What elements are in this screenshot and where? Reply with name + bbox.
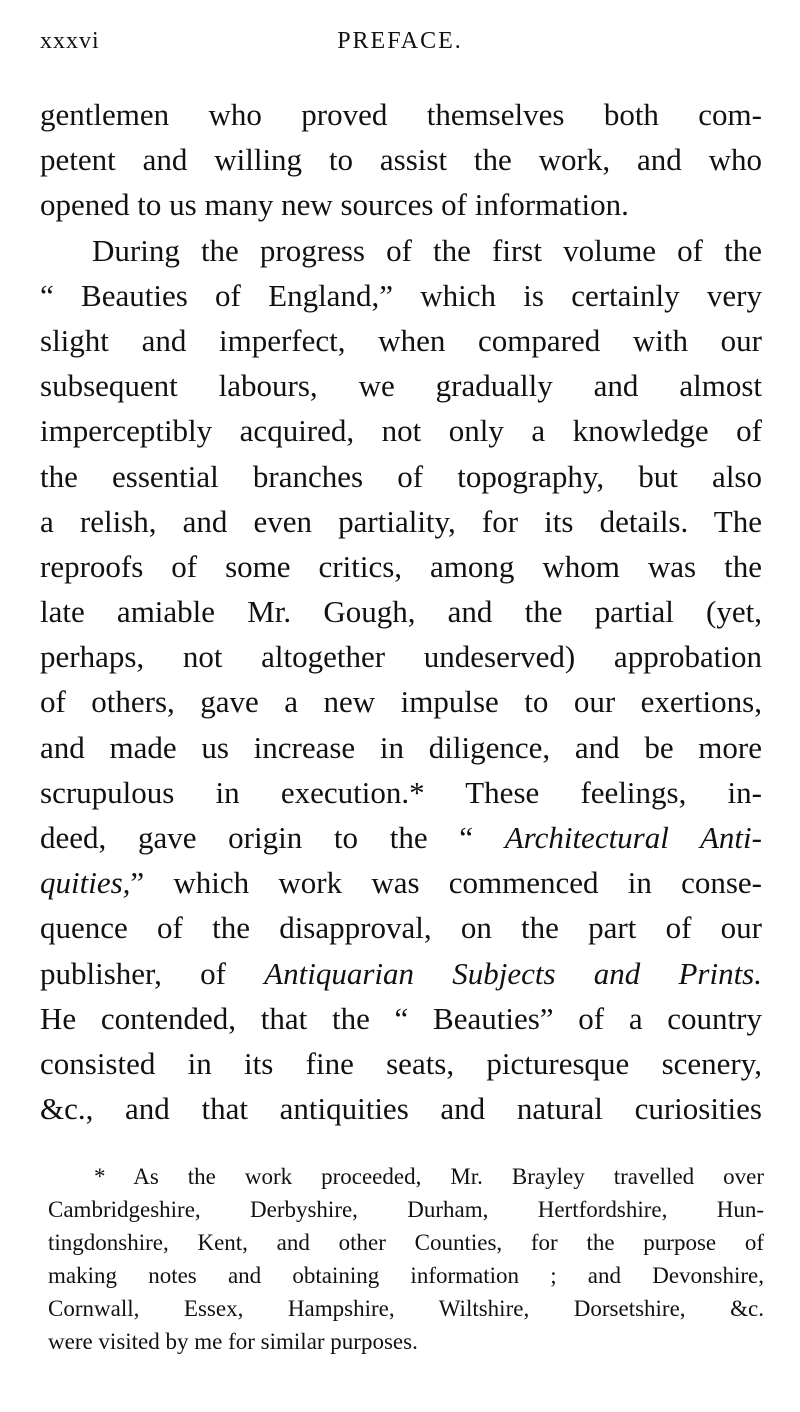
text-line: a relish, and even partiality, for its details. The xyxy=(40,503,762,539)
italic-title-span: Architectural Anti- xyxy=(504,820,762,855)
text-line: the essential branches of topography, but also xyxy=(40,458,762,494)
footnote-line: Cambridgeshire, Derbyshire, Durham, Hertfordshire, Hun- xyxy=(48,1197,764,1222)
text-line: and made us increase in diligence, and be more xyxy=(40,729,762,765)
text-line: imperceptibly acquired, not only a knowledge of xyxy=(40,413,762,449)
text-line xyxy=(40,860,762,905)
running-head xyxy=(40,28,760,58)
page-number: xxxvi xyxy=(40,28,100,54)
text-line: slight and imperfect, when compared with our xyxy=(40,322,762,358)
text-line: &c., and that antiquities and natural curiosities xyxy=(40,1091,762,1127)
text-line: gentlemen who proved themselves both com- xyxy=(40,97,762,132)
section-title: PREFACE. xyxy=(337,28,463,54)
text-line: late amiable Mr. Gough, and the partial (yet, xyxy=(40,594,762,630)
paragraph-start-line: During the progress of the first volume of the xyxy=(92,232,762,268)
text-line: reproofs of some critics, among whom was the xyxy=(40,548,762,584)
text-line xyxy=(40,815,762,860)
footnote xyxy=(48,1160,764,1358)
text-span: deed, gave origin to the “ xyxy=(40,820,505,855)
footnote-line: making notes and obtaining information ; and Devonshire, xyxy=(48,1263,764,1288)
text-line: of others, gave a new impulse to our exertions, xyxy=(40,684,762,720)
text-line: subsequent labours, we gradually and almost xyxy=(40,368,762,404)
text-span: ” which work was commenced in conse- xyxy=(130,865,762,901)
text-line: opened to us many new sources of information. xyxy=(40,187,629,223)
italic-title-span: quities, xyxy=(40,865,131,901)
text-span: publisher, of xyxy=(40,955,265,991)
text-line: petent and willing to assist the work, and who xyxy=(40,142,762,178)
italic-title-span: Antiquarian Subjects and Prints. xyxy=(264,955,762,991)
footnote-line: were visited by me for similar purposes. xyxy=(48,1329,418,1354)
text-line xyxy=(40,951,762,996)
footnote-line: tingdonshire, Kent, and other Counties, for the purpose of xyxy=(48,1230,764,1255)
text-line: perhaps, not altogether undeserved) approbation xyxy=(40,639,762,675)
body-text xyxy=(40,92,762,1131)
text-line: “ Beauties of England,” which is certainly very xyxy=(40,277,762,313)
text-line: consisted in its fine seats, picturesque scenery, xyxy=(40,1045,762,1081)
footnote-reference-line: scrupulous in execution.* These feelings, in- xyxy=(40,774,762,810)
text-line: quence of the disapproval, on the part of our xyxy=(40,910,762,946)
footnote-line: * As the work proceeded, Mr. Brayley travelled over xyxy=(94,1164,764,1189)
text-line: He contended, that the “ Beauties” of a country xyxy=(40,1000,762,1036)
footnote-line: Cornwall, Essex, Hampshire, Wiltshire, Dorsetshire, &c. xyxy=(48,1296,764,1321)
